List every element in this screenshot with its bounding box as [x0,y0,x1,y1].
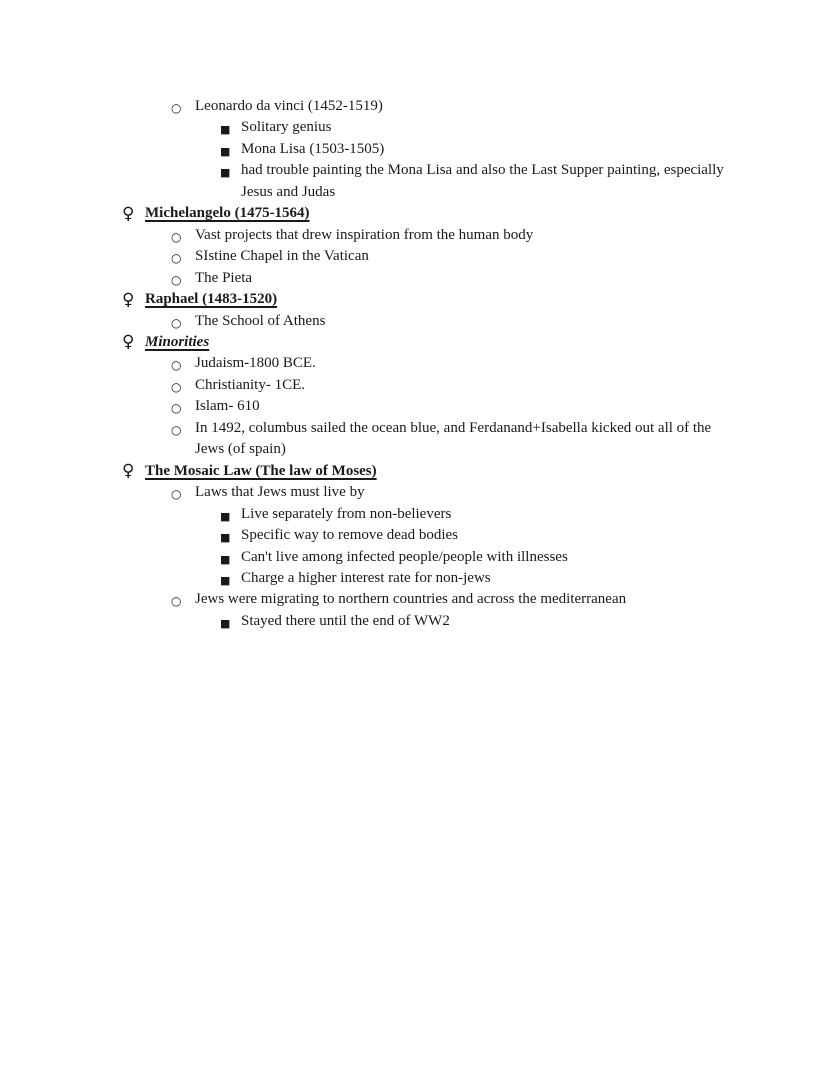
venus-bullet-icon: ♀ [122,461,135,482]
list-item [0,268,735,289]
list-item [0,96,735,117]
venus-bullet-icon: ♀ [122,203,135,224]
circle-bullet-icon: ○ [171,101,182,115]
square-bullet-icon: ■ [220,573,231,587]
circle-bullet-icon: ○ [171,594,182,609]
list-item-text: Specific way to remove dead bodies [241,527,459,544]
list-item-text: Christianity- 1CE. [195,376,305,393]
list-item [0,418,735,461]
list-item-text: Live separately from non-believers [241,505,452,522]
square-bullet-icon: ■ [220,123,231,137]
list-item [0,117,735,138]
list-item [0,482,735,503]
list-item-text: had trouble painting the Mona Lisa and also the Last Supper painting, especially Jesus and Judas [241,162,724,200]
square-bullet-icon: ■ [220,144,231,158]
heading-michelangelo [0,203,735,224]
square-bullet-icon: ■ [220,616,231,630]
list-item-text: The School of Athens [195,312,326,329]
heading-text: Raphael (1483-1520) [145,291,278,308]
list-item [0,139,735,160]
circle-bullet-icon: ○ [171,358,182,373]
circle-bullet-icon: ○ [171,272,182,287]
list-item-text: In 1492, columbus sailed the ocean blue, and Ferdanand+Isabella kicked out all of the Jews (of spain) [195,419,712,458]
heading-mosaic-law [0,461,735,482]
list-item [0,589,735,610]
square-bullet-icon: ■ [220,166,231,180]
venus-bullet-icon: ♀ [122,289,135,310]
list-item [0,353,735,374]
list-item [0,525,735,546]
list-item [0,311,735,332]
list-item [0,568,735,589]
list-item-text: Charge a higher interest rate for non-jews [241,569,491,586]
square-bullet-icon: ■ [220,509,231,523]
heading-text: The Mosaic Law (The law of Moses) [145,462,377,479]
list-item [0,504,735,525]
list-item [0,160,735,203]
circle-bullet-icon: ○ [171,315,182,330]
list-item [0,396,735,417]
circle-bullet-icon: ○ [171,379,182,394]
list-item-text: Mona Lisa (1503-1505) [241,140,385,157]
list-item-text: Leonardo da vinci (1452-1519) [195,98,383,114]
list-item-text: Islam- 610 [195,398,260,415]
list-item-text: SIstine Chapel in the Vatican [195,248,369,265]
list-item-text: Stayed there until the end of WW2 [241,612,450,629]
heading-text: Minorities [145,333,210,350]
heading-minorities [0,332,735,353]
circle-bullet-icon: ○ [171,487,182,502]
list-item [0,225,735,246]
circle-bullet-icon: ○ [171,401,182,416]
circle-bullet-icon: ○ [171,251,182,266]
list-item-text: Judaism-1800 BCE. [195,355,316,372]
list-item-text: Can't live among infected people/people with illnesses [241,548,568,565]
list-item [0,375,735,396]
square-bullet-icon: ■ [220,552,231,566]
list-item-text: The Pieta [195,269,253,286]
circle-bullet-icon: ○ [171,422,182,437]
list-item-text: Laws that Jews must live by [195,484,365,501]
list-item [0,547,735,568]
heading-raphael [0,289,735,310]
list-item-text: Vast projects that drew inspiration from the human body [195,226,534,243]
heading-text: Michelangelo (1475-1564) [145,205,310,222]
square-bullet-icon: ■ [220,531,231,545]
circle-bullet-icon: ○ [171,229,182,244]
list-item [0,611,735,632]
list-item [0,246,735,267]
list-item-text: Jews were migrating to northern countries and across the mediterranean [195,591,627,608]
venus-bullet-icon: ♀ [122,332,135,353]
list-item-text: Solitary genius [241,119,332,136]
